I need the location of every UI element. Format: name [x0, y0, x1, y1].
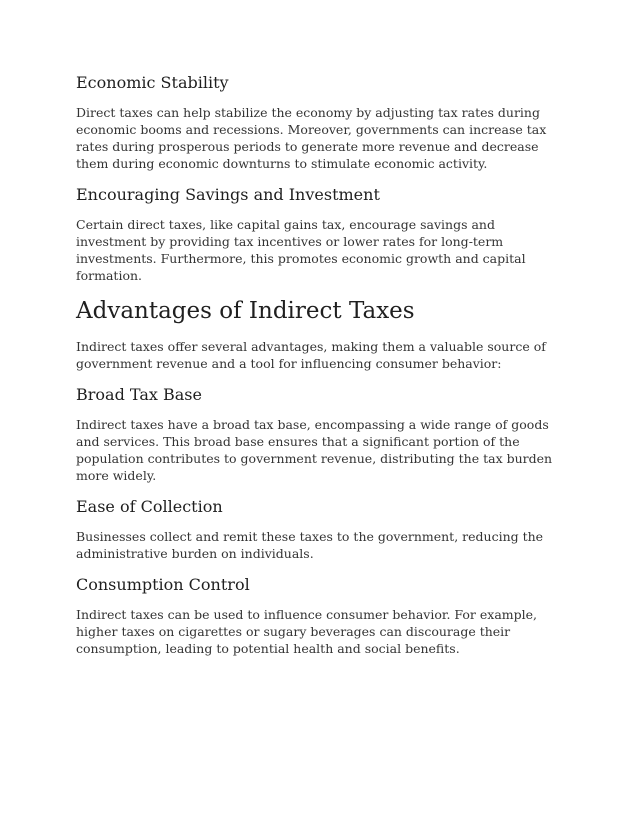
section-body: Direct taxes can help stabilize the economy by adjusting tax rates during economic booms and recessions. Moreover, governments can increase tax rates during prosperous periods to generate more revenue and decrease them during economic downturns to stimulate economic activity. — [76, 105, 547, 171]
section-consumption-control — [76, 574, 562, 657]
document-page — [76, 72, 562, 669]
section-body: Indirect taxes can be used to influence consumer behavior. For example, higher taxes on cigarettes or sugary beverages can discourage their consumption, leading to potential health and social benefits. — [76, 607, 537, 656]
section-heading: Consumption Control — [76, 575, 250, 594]
intro-paragraph: Indirect taxes offer several advantages, making them a valuable source of government revenue and a tool for influencing consumer behavior: — [76, 339, 546, 371]
section-body: Certain direct taxes, like capital gains tax, encourage savings and investment by providing tax incentives or lower rates for long-term investments. Furthermore, this promotes economic growth and capital formation. — [76, 217, 526, 283]
section-heading: Ease of Collection — [76, 497, 223, 516]
section-broad-tax-base — [76, 384, 562, 484]
section-economic-stability — [76, 72, 562, 172]
section-heading: Economic Stability — [76, 73, 229, 92]
section-body: Businesses collect and remit these taxes to the government, reducing the administrative burden on individuals. — [76, 529, 544, 561]
section-ease-of-collection — [76, 496, 562, 562]
section-heading: Encouraging Savings and Investment — [76, 185, 380, 204]
section-body: Indirect taxes have a broad tax base, encompassing a wide range of goods and services. This broad base ensures that a significant portion of the population contributes to government revenue, distributing the tax burden more widely. — [76, 417, 553, 483]
main-heading: Advantages of Indirect Taxes — [76, 298, 415, 324]
section-encouraging-savings — [76, 184, 562, 284]
section-heading: Broad Tax Base — [76, 385, 202, 404]
